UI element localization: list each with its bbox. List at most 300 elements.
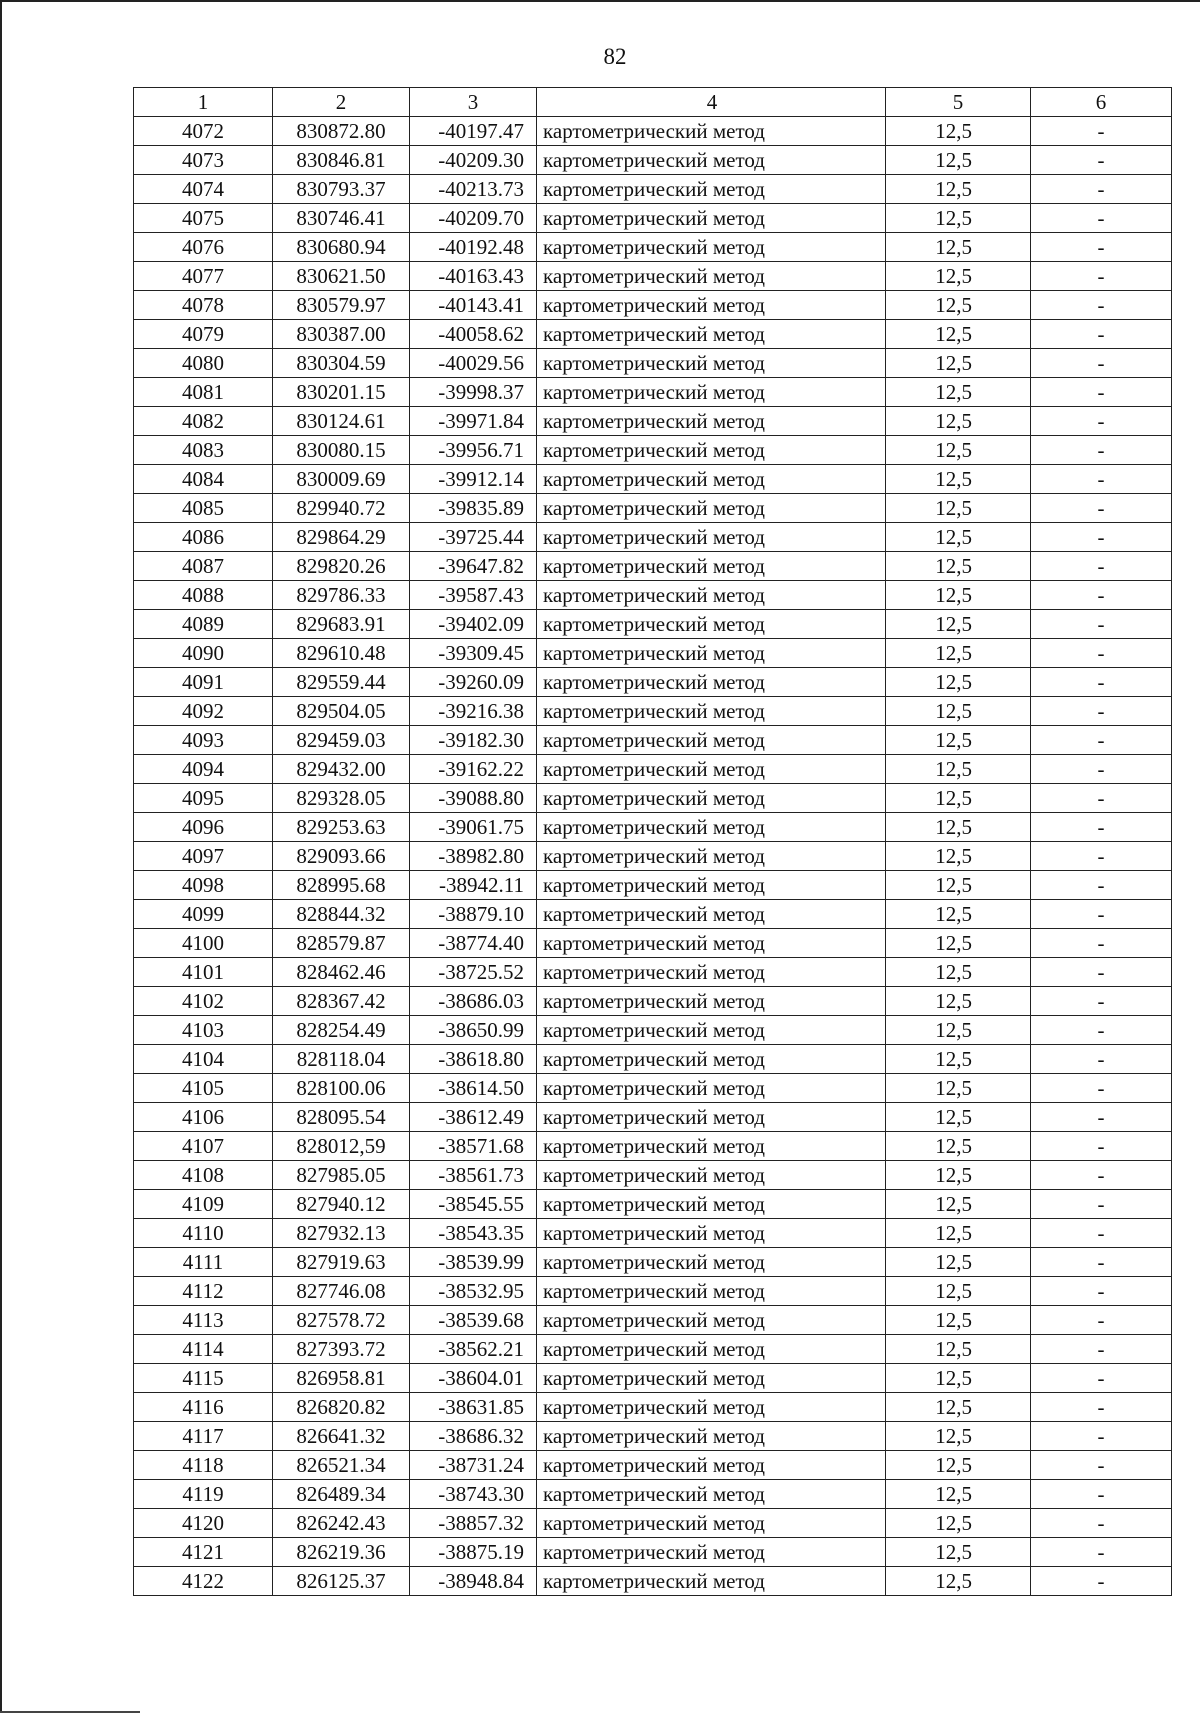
point-number-cell: 4090: [134, 639, 273, 668]
x-coordinate-cell: 829253.63: [273, 813, 410, 842]
point-number-cell: 4118: [134, 1451, 273, 1480]
method-cell: картометрический метод: [537, 233, 886, 262]
description-cell: -: [1031, 900, 1172, 929]
x-coordinate-cell: 830579.97: [273, 291, 410, 320]
y-coordinate-cell: -38686.03: [410, 987, 537, 1016]
description-cell: -: [1031, 465, 1172, 494]
method-cell: картометрический метод: [537, 523, 886, 552]
x-coordinate-cell: 830793.37: [273, 175, 410, 204]
y-coordinate-cell: -39402.09: [410, 610, 537, 639]
table-row: [134, 668, 1172, 697]
accuracy-cell: 12,5: [886, 1016, 1031, 1045]
table-row: [134, 842, 1172, 871]
accuracy-cell: 12,5: [886, 697, 1031, 726]
point-number-cell: 4103: [134, 1016, 273, 1045]
method-cell: картометрический метод: [537, 813, 886, 842]
y-coordinate-cell: -40192.48: [410, 233, 537, 262]
accuracy-cell: 12,5: [886, 552, 1031, 581]
point-number-cell: 4111: [134, 1248, 273, 1277]
table-row: [134, 1219, 1172, 1248]
y-coordinate-cell: -38686.32: [410, 1422, 537, 1451]
table-row: [134, 1103, 1172, 1132]
accuracy-cell: 12,5: [886, 204, 1031, 233]
accuracy-cell: 12,5: [886, 726, 1031, 755]
point-number-cell: 4086: [134, 523, 273, 552]
accuracy-cell: 12,5: [886, 523, 1031, 552]
description-cell: -: [1031, 320, 1172, 349]
accuracy-cell: 12,5: [886, 1364, 1031, 1393]
y-coordinate-cell: -38612.49: [410, 1103, 537, 1132]
x-coordinate-cell: 829786.33: [273, 581, 410, 610]
description-cell: -: [1031, 1016, 1172, 1045]
y-coordinate-cell: -38604.01: [410, 1364, 537, 1393]
scan-border-left: [0, 0, 2, 1713]
description-cell: -: [1031, 407, 1172, 436]
description-cell: -: [1031, 494, 1172, 523]
accuracy-cell: 12,5: [886, 1422, 1031, 1451]
point-number-cell: 4114: [134, 1335, 273, 1364]
point-number-cell: 4112: [134, 1277, 273, 1306]
y-coordinate-cell: -40209.70: [410, 204, 537, 233]
method-cell: картометрический метод: [537, 610, 886, 639]
table-row: [134, 1277, 1172, 1306]
x-coordinate-cell: 829610.48: [273, 639, 410, 668]
table-row: [134, 987, 1172, 1016]
table-row: [134, 697, 1172, 726]
y-coordinate-cell: -38562.21: [410, 1335, 537, 1364]
x-coordinate-cell: 828844.32: [273, 900, 410, 929]
table-row: [134, 871, 1172, 900]
accuracy-cell: 12,5: [886, 1045, 1031, 1074]
description-cell: -: [1031, 697, 1172, 726]
method-cell: картометрический метод: [537, 900, 886, 929]
accuracy-cell: 12,5: [886, 813, 1031, 842]
column-header-6: 6: [1031, 88, 1172, 117]
x-coordinate-cell: 828254.49: [273, 1016, 410, 1045]
description-cell: -: [1031, 1364, 1172, 1393]
accuracy-cell: 12,5: [886, 378, 1031, 407]
y-coordinate-cell: -39162.22: [410, 755, 537, 784]
accuracy-cell: 12,5: [886, 1074, 1031, 1103]
y-coordinate-cell: -38631.85: [410, 1393, 537, 1422]
description-cell: -: [1031, 233, 1172, 262]
method-cell: картометрический метод: [537, 1509, 886, 1538]
x-coordinate-cell: 827393.72: [273, 1335, 410, 1364]
method-cell: картометрический метод: [537, 1393, 886, 1422]
method-cell: картометрический метод: [537, 1190, 886, 1219]
x-coordinate-cell: 830124.61: [273, 407, 410, 436]
accuracy-cell: 12,5: [886, 320, 1031, 349]
table-row: [134, 581, 1172, 610]
y-coordinate-cell: -38725.52: [410, 958, 537, 987]
table-row: [134, 1422, 1172, 1451]
y-coordinate-cell: -39260.09: [410, 668, 537, 697]
x-coordinate-cell: 830846.81: [273, 146, 410, 175]
description-cell: -: [1031, 610, 1172, 639]
table-row: [134, 233, 1172, 262]
description-cell: -: [1031, 291, 1172, 320]
scan-border-top: [0, 0, 1200, 2]
x-coordinate-cell: 829328.05: [273, 784, 410, 813]
y-coordinate-cell: -38875.19: [410, 1538, 537, 1567]
accuracy-cell: 12,5: [886, 494, 1031, 523]
description-cell: -: [1031, 552, 1172, 581]
x-coordinate-cell: 828118.04: [273, 1045, 410, 1074]
x-coordinate-cell: 829820.26: [273, 552, 410, 581]
accuracy-cell: 12,5: [886, 929, 1031, 958]
method-cell: картометрический метод: [537, 639, 886, 668]
method-cell: картометрический метод: [537, 1277, 886, 1306]
x-coordinate-cell: 827746.08: [273, 1277, 410, 1306]
point-number-cell: 4115: [134, 1364, 273, 1393]
accuracy-cell: 12,5: [886, 1567, 1031, 1596]
point-number-cell: 4075: [134, 204, 273, 233]
table-row: [134, 552, 1172, 581]
y-coordinate-cell: -39956.71: [410, 436, 537, 465]
description-cell: -: [1031, 755, 1172, 784]
point-number-cell: 4117: [134, 1422, 273, 1451]
x-coordinate-cell: 827985.05: [273, 1161, 410, 1190]
y-coordinate-cell: -38539.99: [410, 1248, 537, 1277]
table-row: [134, 320, 1172, 349]
method-cell: картометрический метод: [537, 378, 886, 407]
y-coordinate-cell: -40029.56: [410, 349, 537, 378]
table-row: [134, 929, 1172, 958]
x-coordinate-cell: 830680.94: [273, 233, 410, 262]
table-row: [134, 1132, 1172, 1161]
point-number-cell: 4104: [134, 1045, 273, 1074]
description-cell: -: [1031, 1422, 1172, 1451]
table-row: [134, 378, 1172, 407]
x-coordinate-cell: 829940.72: [273, 494, 410, 523]
x-coordinate-cell: 830621.50: [273, 262, 410, 291]
column-header-2: 2: [273, 88, 410, 117]
description-cell: -: [1031, 146, 1172, 175]
accuracy-cell: 12,5: [886, 958, 1031, 987]
table-row: [134, 1074, 1172, 1103]
point-number-cell: 4098: [134, 871, 273, 900]
point-number-cell: 4080: [134, 349, 273, 378]
description-cell: -: [1031, 1538, 1172, 1567]
accuracy-cell: 12,5: [886, 1219, 1031, 1248]
x-coordinate-cell: 826489.34: [273, 1480, 410, 1509]
method-cell: картометрический метод: [537, 436, 886, 465]
x-coordinate-cell: 828995.68: [273, 871, 410, 900]
point-number-cell: 4109: [134, 1190, 273, 1219]
point-number-cell: 4108: [134, 1161, 273, 1190]
point-number-cell: 4077: [134, 262, 273, 291]
x-coordinate-cell: 828462.46: [273, 958, 410, 987]
accuracy-cell: 12,5: [886, 436, 1031, 465]
table-row: [134, 900, 1172, 929]
table-row: [134, 407, 1172, 436]
method-cell: картометрический метод: [537, 1451, 886, 1480]
table-row: [134, 1451, 1172, 1480]
y-coordinate-cell: -39971.84: [410, 407, 537, 436]
method-cell: картометрический метод: [537, 552, 886, 581]
x-coordinate-cell: 830080.15: [273, 436, 410, 465]
table-row: [134, 1480, 1172, 1509]
method-cell: картометрический метод: [537, 581, 886, 610]
description-cell: -: [1031, 668, 1172, 697]
point-number-cell: 4092: [134, 697, 273, 726]
accuracy-cell: 12,5: [886, 465, 1031, 494]
table-row: [134, 1364, 1172, 1393]
description-cell: -: [1031, 958, 1172, 987]
y-coordinate-cell: -39725.44: [410, 523, 537, 552]
point-number-cell: 4093: [134, 726, 273, 755]
method-cell: картометрический метод: [537, 465, 886, 494]
y-coordinate-cell: -38545.55: [410, 1190, 537, 1219]
y-coordinate-cell: -40213.73: [410, 175, 537, 204]
y-coordinate-cell: -38774.40: [410, 929, 537, 958]
accuracy-cell: 12,5: [886, 1335, 1031, 1364]
point-number-cell: 4074: [134, 175, 273, 204]
accuracy-cell: 12,5: [886, 1161, 1031, 1190]
description-cell: -: [1031, 117, 1172, 146]
method-cell: картометрический метод: [537, 1016, 886, 1045]
x-coordinate-cell: 826242.43: [273, 1509, 410, 1538]
accuracy-cell: 12,5: [886, 1190, 1031, 1219]
y-coordinate-cell: -39912.14: [410, 465, 537, 494]
table-row: [134, 1190, 1172, 1219]
point-number-cell: 4078: [134, 291, 273, 320]
point-number-cell: 4113: [134, 1306, 273, 1335]
accuracy-cell: 12,5: [886, 233, 1031, 262]
x-coordinate-cell: 826219.36: [273, 1538, 410, 1567]
table-row: [134, 1538, 1172, 1567]
method-cell: картометрический метод: [537, 1132, 886, 1161]
description-cell: -: [1031, 639, 1172, 668]
accuracy-cell: 12,5: [886, 1132, 1031, 1161]
y-coordinate-cell: -38731.24: [410, 1451, 537, 1480]
method-cell: картометрический метод: [537, 204, 886, 233]
description-cell: -: [1031, 581, 1172, 610]
description-cell: -: [1031, 523, 1172, 552]
table-row: [134, 494, 1172, 523]
description-cell: -: [1031, 1161, 1172, 1190]
x-coordinate-cell: 829559.44: [273, 668, 410, 697]
y-coordinate-cell: -38561.73: [410, 1161, 537, 1190]
method-cell: картометрический метод: [537, 1103, 886, 1132]
y-coordinate-cell: -38948.84: [410, 1567, 537, 1596]
x-coordinate-cell: 826125.37: [273, 1567, 410, 1596]
accuracy-cell: 12,5: [886, 175, 1031, 204]
point-number-cell: 4091: [134, 668, 273, 697]
method-cell: картометрический метод: [537, 958, 886, 987]
method-cell: картометрический метод: [537, 929, 886, 958]
description-cell: -: [1031, 871, 1172, 900]
point-number-cell: 4106: [134, 1103, 273, 1132]
method-cell: картометрический метод: [537, 1219, 886, 1248]
point-number-cell: 4083: [134, 436, 273, 465]
point-number-cell: 4088: [134, 581, 273, 610]
method-cell: картометрический метод: [537, 1074, 886, 1103]
y-coordinate-cell: -38982.80: [410, 842, 537, 871]
column-header-4: 4: [537, 88, 886, 117]
y-coordinate-cell: -39182.30: [410, 726, 537, 755]
description-cell: -: [1031, 1045, 1172, 1074]
header-row: [134, 88, 1172, 117]
table-row: [134, 639, 1172, 668]
table-row: [134, 436, 1172, 465]
method-cell: картометрический метод: [537, 117, 886, 146]
description-cell: -: [1031, 378, 1172, 407]
y-coordinate-cell: -39587.43: [410, 581, 537, 610]
accuracy-cell: 12,5: [886, 291, 1031, 320]
point-number-cell: 4076: [134, 233, 273, 262]
description-cell: -: [1031, 1393, 1172, 1422]
table-row: [134, 1248, 1172, 1277]
method-cell: картометрический метод: [537, 1538, 886, 1567]
table-row: [134, 175, 1172, 204]
method-cell: картометрический метод: [537, 1248, 886, 1277]
y-coordinate-cell: -38857.32: [410, 1509, 537, 1538]
x-coordinate-cell: 830009.69: [273, 465, 410, 494]
table-row: [134, 784, 1172, 813]
table-row: [134, 1509, 1172, 1538]
accuracy-cell: 12,5: [886, 1538, 1031, 1567]
table-row: [134, 204, 1172, 233]
y-coordinate-cell: -40209.30: [410, 146, 537, 175]
accuracy-cell: 12,5: [886, 1393, 1031, 1422]
column-header-1: 1: [134, 88, 273, 117]
point-number-cell: 4073: [134, 146, 273, 175]
y-coordinate-cell: -38879.10: [410, 900, 537, 929]
y-coordinate-cell: -38650.99: [410, 1016, 537, 1045]
point-number-cell: 4084: [134, 465, 273, 494]
description-cell: -: [1031, 1074, 1172, 1103]
x-coordinate-cell: 829504.05: [273, 697, 410, 726]
x-coordinate-cell: 828100.06: [273, 1074, 410, 1103]
accuracy-cell: 12,5: [886, 581, 1031, 610]
accuracy-cell: 12,5: [886, 349, 1031, 378]
method-cell: картометрический метод: [537, 1364, 886, 1393]
x-coordinate-cell: 829683.91: [273, 610, 410, 639]
point-number-cell: 4122: [134, 1567, 273, 1596]
method-cell: картометрический метод: [537, 407, 886, 436]
y-coordinate-cell: -39216.38: [410, 697, 537, 726]
description-cell: -: [1031, 1451, 1172, 1480]
x-coordinate-cell: 829432.00: [273, 755, 410, 784]
x-coordinate-cell: 826641.32: [273, 1422, 410, 1451]
description-cell: -: [1031, 1219, 1172, 1248]
accuracy-cell: 12,5: [886, 668, 1031, 697]
x-coordinate-cell: 830304.59: [273, 349, 410, 378]
y-coordinate-cell: -38539.68: [410, 1306, 537, 1335]
table-row: [134, 465, 1172, 494]
table-row: [134, 813, 1172, 842]
point-number-cell: 4079: [134, 320, 273, 349]
point-number-cell: 4105: [134, 1074, 273, 1103]
column-header-5: 5: [886, 88, 1031, 117]
x-coordinate-cell: 828579.87: [273, 929, 410, 958]
y-coordinate-cell: -39647.82: [410, 552, 537, 581]
table-row: [134, 755, 1172, 784]
point-number-cell: 4116: [134, 1393, 273, 1422]
description-cell: -: [1031, 1132, 1172, 1161]
y-coordinate-cell: -40058.62: [410, 320, 537, 349]
x-coordinate-cell: 829093.66: [273, 842, 410, 871]
method-cell: картометрический метод: [537, 1335, 886, 1364]
accuracy-cell: 12,5: [886, 639, 1031, 668]
description-cell: -: [1031, 262, 1172, 291]
table-row: [134, 1306, 1172, 1335]
table-row: [134, 1161, 1172, 1190]
table-row: [134, 291, 1172, 320]
method-cell: картометрический метод: [537, 1161, 886, 1190]
description-cell: -: [1031, 204, 1172, 233]
accuracy-cell: 12,5: [886, 1103, 1031, 1132]
accuracy-cell: 12,5: [886, 1277, 1031, 1306]
method-cell: картометрический метод: [537, 349, 886, 378]
x-coordinate-cell: 829459.03: [273, 726, 410, 755]
method-cell: картометрический метод: [537, 291, 886, 320]
point-number-cell: 4096: [134, 813, 273, 842]
x-coordinate-cell: 830872.80: [273, 117, 410, 146]
column-header-3: 3: [410, 88, 537, 117]
y-coordinate-cell: -39998.37: [410, 378, 537, 407]
accuracy-cell: 12,5: [886, 842, 1031, 871]
accuracy-cell: 12,5: [886, 1509, 1031, 1538]
table-row: [134, 1567, 1172, 1596]
y-coordinate-cell: -40143.41: [410, 291, 537, 320]
y-coordinate-cell: -40197.47: [410, 117, 537, 146]
method-cell: картометрический метод: [537, 146, 886, 175]
description-cell: -: [1031, 1567, 1172, 1596]
point-number-cell: 4121: [134, 1538, 273, 1567]
accuracy-cell: 12,5: [886, 407, 1031, 436]
accuracy-cell: 12,5: [886, 1248, 1031, 1277]
accuracy-cell: 12,5: [886, 117, 1031, 146]
description-cell: -: [1031, 1335, 1172, 1364]
y-coordinate-cell: -38743.30: [410, 1480, 537, 1509]
accuracy-cell: 12,5: [886, 146, 1031, 175]
description-cell: -: [1031, 1190, 1172, 1219]
accuracy-cell: 12,5: [886, 1480, 1031, 1509]
point-number-cell: 4082: [134, 407, 273, 436]
description-cell: -: [1031, 349, 1172, 378]
description-cell: -: [1031, 842, 1172, 871]
y-coordinate-cell: -38571.68: [410, 1132, 537, 1161]
x-coordinate-cell: 829864.29: [273, 523, 410, 552]
x-coordinate-cell: 826820.82: [273, 1393, 410, 1422]
y-coordinate-cell: -40163.43: [410, 262, 537, 291]
description-cell: -: [1031, 1509, 1172, 1538]
table-row: [134, 726, 1172, 755]
table-row: [134, 262, 1172, 291]
table-row: [134, 1335, 1172, 1364]
y-coordinate-cell: -39309.45: [410, 639, 537, 668]
point-number-cell: 4081: [134, 378, 273, 407]
table-row: [134, 610, 1172, 639]
x-coordinate-cell: 830201.15: [273, 378, 410, 407]
method-cell: картометрический метод: [537, 697, 886, 726]
y-coordinate-cell: -39061.75: [410, 813, 537, 842]
x-coordinate-cell: 828012,59: [273, 1132, 410, 1161]
accuracy-cell: 12,5: [886, 987, 1031, 1016]
x-coordinate-cell: 827578.72: [273, 1306, 410, 1335]
table-row: [134, 1393, 1172, 1422]
method-cell: картометрический метод: [537, 784, 886, 813]
method-cell: картометрический метод: [537, 262, 886, 291]
x-coordinate-cell: 827940.12: [273, 1190, 410, 1219]
method-cell: картометрический метод: [537, 987, 886, 1016]
point-number-cell: 4097: [134, 842, 273, 871]
y-coordinate-cell: -38532.95: [410, 1277, 537, 1306]
method-cell: картометрический метод: [537, 1567, 886, 1596]
method-cell: картометрический метод: [537, 1306, 886, 1335]
